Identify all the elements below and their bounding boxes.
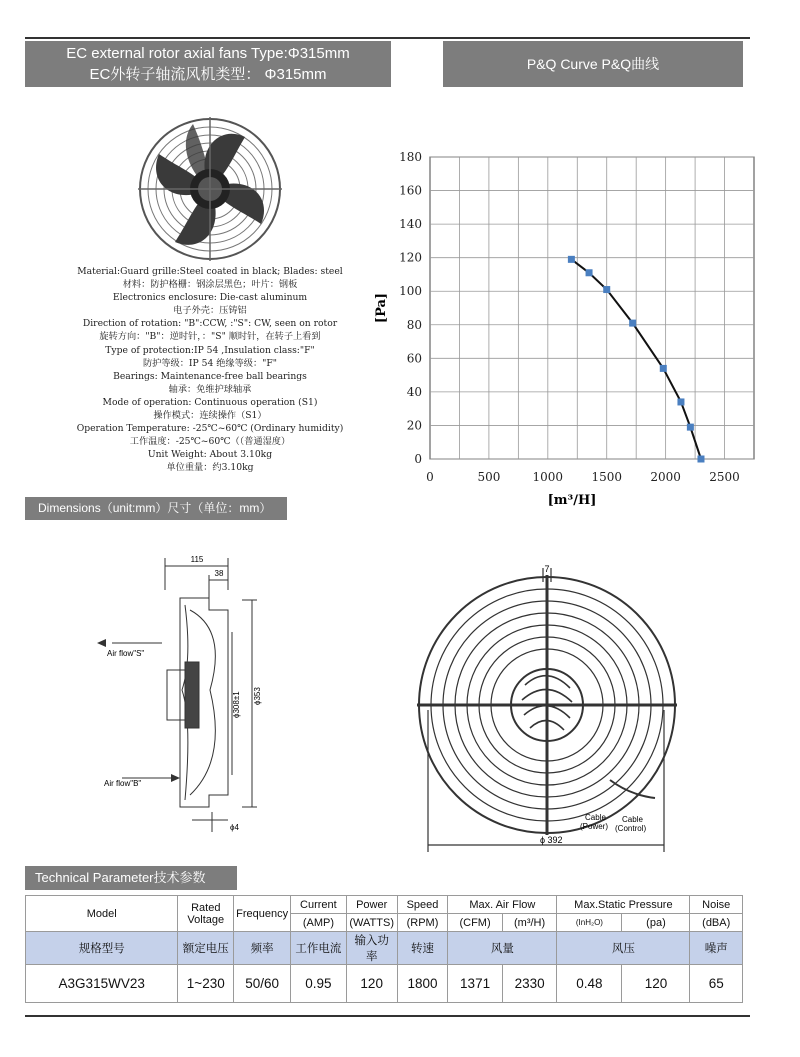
val-voltage: 1~230 — [178, 965, 234, 1003]
th-m3h: (m³/H) — [502, 914, 557, 932]
th-power: Power — [346, 896, 397, 914]
th-speed: Speed — [397, 896, 448, 914]
val-pa: 120 — [622, 965, 690, 1003]
cn-noise: 噪声 — [690, 932, 743, 965]
pq-data-point — [603, 286, 610, 293]
materials-line: 电子外壳：压铸铝 — [173, 305, 247, 317]
pq-curve-title: P&Q Curve P&Q曲线 — [443, 41, 743, 87]
th-rated-voltage: Rated Voltage — [178, 896, 234, 932]
cable-power-sub: (Power) — [580, 822, 609, 831]
airflow-s-label: Air flow"S" — [107, 649, 145, 658]
pq-data-point — [687, 424, 694, 431]
bottom-rule — [25, 1015, 750, 1017]
airflow-b-label: Air flow"B" — [104, 779, 142, 788]
x-axis-label: [m³/H] — [547, 493, 597, 508]
val-noise: 65 — [690, 965, 743, 1003]
th-cfm: (CFM) — [448, 914, 503, 932]
y-tick-label: 40 — [406, 384, 422, 399]
materials-line: Mode of operation: Continuous operation (S1) — [102, 396, 318, 408]
val-freq: 50/60 — [234, 965, 291, 1003]
cn-airflow: 风量 — [448, 932, 557, 965]
materials-line: Type of protection:IP 54 ,Insulation class:"F" — [105, 344, 315, 356]
y-tick-label: 20 — [406, 418, 422, 433]
title-en: EC external rotor axial fans Type:Φ315mm — [66, 45, 350, 62]
x-tick-label: 0 — [426, 470, 434, 484]
cn-speed: 转速 — [397, 932, 448, 965]
th-airflow: Max. Air Flow — [448, 896, 557, 914]
th-current: Current — [291, 896, 347, 914]
val-power: 120 — [346, 965, 397, 1003]
cn-voltage: 额定电压 — [178, 932, 234, 965]
cable-control-sub: (Control) — [615, 824, 647, 833]
th-amp: (AMP) — [291, 914, 347, 932]
y-tick-label: 120 — [399, 250, 422, 265]
x-tick-label: 500 — [477, 470, 501, 484]
materials-line: 操作模式：连续操作（S1） — [153, 410, 267, 422]
val-cfm: 1371 — [448, 965, 503, 1003]
cn-current: 工作电流 — [291, 932, 347, 965]
val-current: 0.95 — [291, 965, 347, 1003]
materials-line: 工作温度：-25℃~60℃（（普通湿度） — [129, 436, 291, 448]
y-axis-label: [Pa] — [374, 292, 389, 324]
materials-line: 旋转方向："B"：逆时针，："S" 顺时针，在转子上看到 — [99, 331, 321, 343]
pq-data-point — [629, 320, 636, 327]
pq-data-point — [677, 398, 684, 405]
y-tick-label: 160 — [399, 183, 422, 198]
dim-7: 7 — [544, 564, 550, 574]
pq-chart — [368, 140, 763, 520]
materials-line: Direction of rotation: "B":CCW, :"S": CW, seen on rotor — [82, 318, 338, 330]
y-tick-label: 0 — [414, 452, 422, 466]
side-view-drawing — [92, 550, 302, 840]
cn-model: 规格型号 — [26, 932, 178, 965]
pq-data-point — [660, 365, 667, 372]
y-tick-label: 180 — [399, 150, 422, 164]
th-frequency: Frequency — [234, 896, 291, 932]
th-dba: (dBA) — [690, 914, 743, 932]
title-cn: EC外转子轴流风机类型： Φ315mm — [89, 66, 327, 83]
x-tick-label: 2500 — [709, 470, 740, 484]
cn-pressure: 风压 — [557, 932, 690, 965]
val-model: A3G315WV23 — [26, 965, 178, 1003]
product-title — [25, 41, 391, 87]
x-tick-label: 2000 — [650, 470, 681, 484]
materials-line: 防护等级：IP 54 绝缘等级："F" — [142, 357, 278, 369]
th-inh2o: (InH₂O) — [557, 914, 622, 932]
materials-line: Bearings: Maintenance-free ball bearings — [113, 370, 307, 382]
technical-title: Technical Parameter技术参数 — [25, 866, 237, 890]
front-view-drawing — [400, 560, 690, 860]
materials-line: 材料：防护格栅：钢涂层黑色；叶片：钢板 — [122, 279, 298, 291]
arrow-left-icon — [97, 639, 106, 647]
val-inh2o: 0.48 — [557, 965, 622, 1003]
plot-frame — [430, 157, 754, 459]
materials-line: Operation Temperature: -25℃~60℃ (Ordinary humidity) — [76, 423, 344, 435]
cable-power-label: Cable — [585, 813, 606, 822]
fan-photo — [133, 112, 288, 267]
dim-308: ϕ308±1 — [232, 691, 241, 718]
pq-data-point — [586, 269, 593, 276]
th-pressure: Max.Static Pressure — [557, 896, 690, 914]
th-pa: (pa) — [622, 914, 690, 932]
dim-353: ϕ353 — [253, 687, 262, 705]
materials-line: 单位重量：约3.10kg — [166, 462, 254, 474]
materials-spec — [40, 265, 380, 475]
materials-line: Material:Guard grille:Steel coated in black; Blades: steel — [77, 266, 343, 277]
technical-table — [25, 895, 743, 1003]
cable-control-label: Cable — [622, 815, 643, 824]
dim-38: 38 — [214, 569, 224, 578]
th-rpm: (RPM) — [397, 914, 448, 932]
y-tick-label: 100 — [399, 284, 422, 299]
dim-4: ϕ4 — [230, 823, 239, 832]
y-tick-label: 60 — [406, 351, 422, 366]
dim-115: 115 — [190, 555, 204, 564]
y-tick-label: 140 — [399, 217, 422, 232]
th-model: Model — [26, 896, 178, 932]
th-noise: Noise — [690, 896, 743, 914]
arrow-right-icon — [171, 774, 180, 782]
materials-line: Unit Weight: About 3.10kg — [147, 449, 273, 461]
y-tick-label: 80 — [406, 317, 422, 332]
val-m3h: 2330 — [502, 965, 557, 1003]
val-speed: 1800 — [397, 965, 448, 1003]
cn-power: 输入功率 — [346, 932, 397, 965]
x-tick-label: 1500 — [591, 470, 623, 484]
cn-freq: 频率 — [234, 932, 291, 965]
dimensions-title: Dimensions（unit:mm）尺寸（单位：mm） — [25, 497, 287, 520]
dim-392: ϕ 392 — [540, 835, 563, 845]
pq-data-point — [697, 456, 704, 463]
x-tick-label: 1000 — [532, 470, 564, 484]
th-watts: (WATTS) — [346, 914, 397, 932]
top-rule — [25, 37, 750, 39]
materials-line: 轴承：免维护球轴承 — [168, 383, 252, 395]
pq-data-point — [568, 256, 575, 263]
materials-line: Electronics enclosure: Die-cast aluminum — [112, 292, 308, 304]
